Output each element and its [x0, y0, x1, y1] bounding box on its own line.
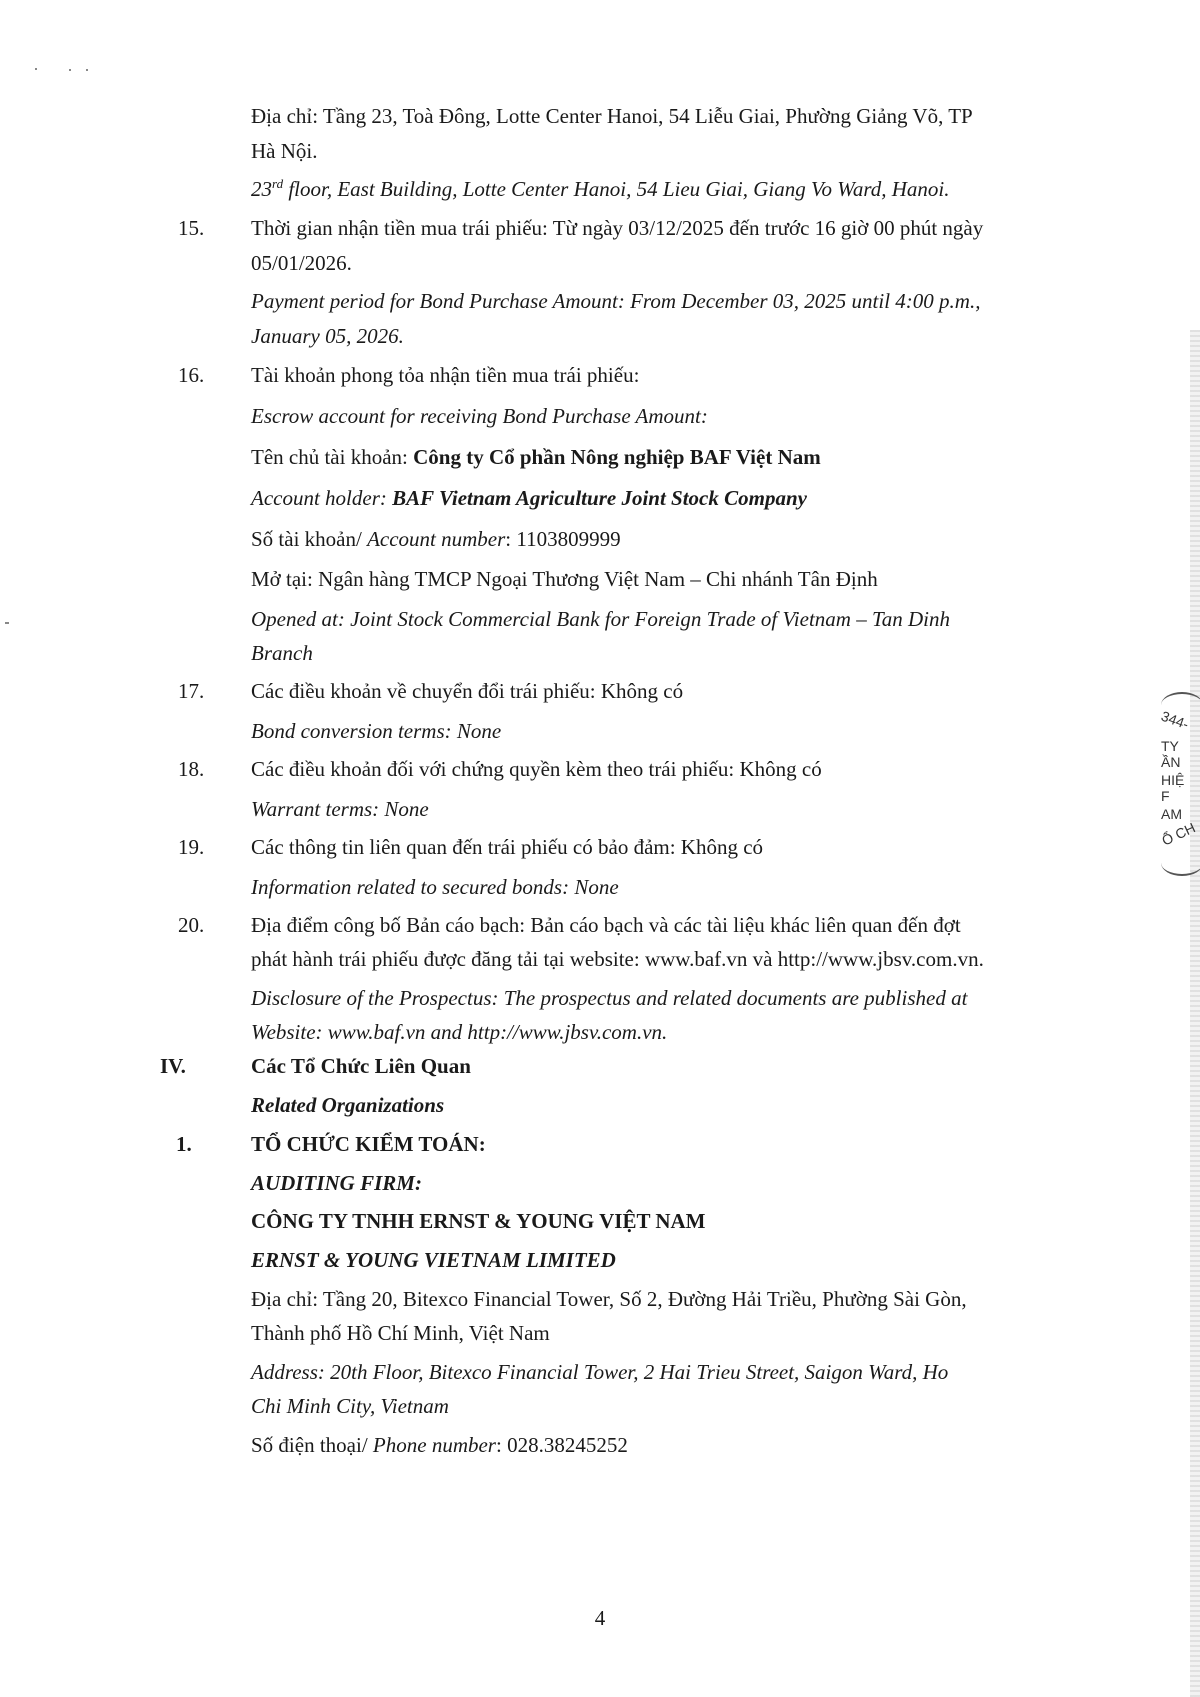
auditor-address-vi-line1: Địa chỉ: Tầng 20, Bitexco Financial Tower, Số 2, Đường Hải Triều, Phường Sài Gòn, [251, 1287, 967, 1311]
seal-text: HIỆ [1161, 772, 1185, 788]
floor-number: 23 [251, 177, 272, 201]
scan-speck [69, 69, 71, 71]
address-en [251, 176, 949, 202]
seal-text: F [1161, 788, 1170, 804]
opened-at-vi: Mở tại: Ngân hàng TMCP Ngoại Thương Việt Nam – Chi nhánh Tân Định [251, 567, 878, 591]
seal-text: TY [1161, 738, 1179, 754]
auditor-address-vi-line2: Thành phố Hồ Chí Minh, Việt Nam [251, 1321, 550, 1345]
item16-en: Escrow account for receiving Bond Purchase Amount: [251, 404, 708, 428]
account-holder-vi-value: Công ty Cổ phần Nông nghiệp BAF Việt Nam [413, 445, 821, 469]
auditor-name-en: ERNST & YOUNG VIETNAM LIMITED [251, 1248, 616, 1272]
item18-vi: Các điều khoản đối với chứng quyền kèm theo trái phiếu: Không có [251, 757, 822, 781]
item16-vi: Tài khoản phong tỏa nhận tiền mua trái phiếu: [251, 363, 640, 387]
account-holder-en-value: BAF Vietnam Agriculture Joint Stock Company [392, 486, 807, 510]
item-number-19: 19. [178, 835, 205, 859]
account-number [251, 526, 621, 552]
phone-value: : 028.38245252 [495, 1433, 628, 1457]
account-holder-vi-label: Tên chủ tài khoản: [251, 445, 414, 469]
seal-text: 344- [1159, 707, 1191, 733]
seal-arc-bottom [1161, 850, 1200, 876]
opened-at-en-line1: Opened at: Joint Stock Commercial Bank for Foreign Trade of Vietnam – Tan Dinh [251, 607, 950, 631]
item15-en-line1: Payment period for Bond Purchase Amount: From December 03, 2025 until 4:00 p.m., [251, 289, 981, 313]
item20-vi-line1: Địa điểm công bố Bản cáo bạch: Bản cáo bạch và các tài liệu khác liên quan đến đợt [251, 913, 961, 937]
opened-at-en-line2: Branch [251, 641, 313, 665]
item20-en-line1: Disclosure of the Prospectus: The prospectus and related documents are published at [251, 986, 968, 1010]
section-title-vi: Các Tổ Chức Liên Quan [251, 1054, 471, 1078]
item18-en: Warrant terms: None [251, 797, 429, 821]
account-number-en-label: Account number [367, 527, 506, 551]
address-vi-line1: Địa chỉ: Tầng 23, Toà Đông, Lotte Center Hanoi, 54 Liễu Giai, Phường Giảng Võ, TP [251, 104, 973, 128]
auditor-address-en-line1: Address: 20th Floor, Bitexco Financial Tower, 2 Hai Trieu Street, Saigon Ward, Ho [251, 1360, 949, 1384]
item-number-20: 20. [178, 913, 205, 937]
auditor-phone [251, 1432, 628, 1458]
address-vi-line2: Hà Nội. [251, 139, 318, 163]
item19-vi: Các thông tin liên quan đến trái phiếu có bảo đảm: Không có [251, 835, 764, 859]
item20-en-line2: Website: www.baf.vn and http://www.jbsv.com.vn. [251, 1020, 668, 1044]
account-number-vi-label: Số tài khoản/ [251, 527, 368, 551]
item-number-16: 16. [178, 363, 205, 387]
item-number-17: 17. [178, 679, 205, 703]
seal-text: AM [1161, 806, 1182, 822]
account-holder-en-label: Account holder: [251, 486, 393, 510]
scan-page-edge [1190, 330, 1200, 1697]
seal-text: ẦN [1161, 754, 1181, 770]
company-seal-fragment [1155, 700, 1198, 890]
item-number-15: 15. [178, 216, 205, 240]
auditor-name-vi: CÔNG TY TNHH ERNST & YOUNG VIỆT NAM [251, 1209, 706, 1233]
account-holder-en [251, 485, 807, 511]
item17-en: Bond conversion terms: None [251, 719, 502, 743]
scan-speck [5, 622, 9, 624]
phone-en-label: Phone number [372, 1433, 496, 1457]
item15-vi-line2: 05/01/2026. [251, 251, 352, 275]
item15-vi-line1: Thời gian nhận tiền mua trái phiếu: Từ ngày 03/12/2025 đến trước 16 giờ 00 phút ngày [251, 216, 984, 240]
auditing-heading-en: AUDITING FIRM: [251, 1171, 422, 1195]
account-holder-vi [251, 444, 821, 470]
auditor-address-en-line2: Chi Minh City, Vietnam [251, 1394, 449, 1418]
subsection-number-1: 1. [176, 1132, 192, 1156]
item20-vi-line2: phát hành trái phiếu được đăng tải tại website: www.baf.vn và http://www.jbsv.com.vn. [251, 947, 984, 971]
ordinal-suffix: rd [272, 176, 284, 191]
account-number-value: : 1103809999 [505, 527, 621, 551]
seal-text: Ổ CH [1159, 819, 1198, 849]
address-en-rest: floor, East Building, Lotte Center Hanoi, 54 Lieu Giai, Giang Vo Ward, Hanoi. [283, 177, 950, 201]
phone-vi-label: Số điện thoại/ [251, 1433, 373, 1457]
scan-speck [35, 68, 37, 70]
item-number-18: 18. [178, 757, 205, 781]
section-title-en: Related Organizations [251, 1093, 445, 1117]
auditing-heading-vi: TỔ CHỨC KIỂM TOÁN: [251, 1132, 486, 1156]
section-number-iv: IV. [160, 1054, 186, 1078]
item17-vi: Các điều khoản về chuyển đổi trái phiếu: Không có [251, 679, 684, 703]
item15-en-line2: January 05, 2026. [251, 324, 404, 348]
page-number: 4 [594, 1606, 606, 1630]
item19-en: Information related to secured bonds: None [251, 875, 619, 899]
scan-speck [86, 69, 88, 71]
